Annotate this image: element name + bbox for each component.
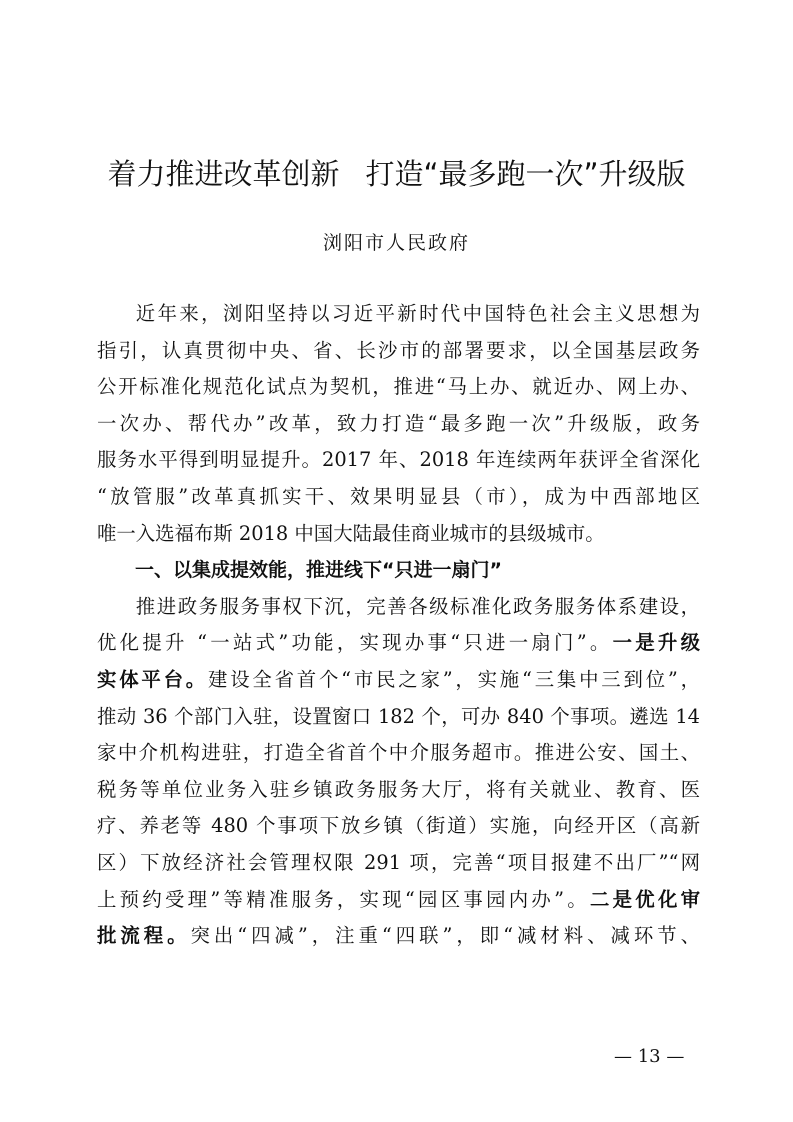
page-number: — 13 — — [614, 1046, 685, 1067]
text-run: 建设全省首个“市民之家”，实施“三集中三到位”， — [208, 667, 701, 691]
bold-text-run: 二是优化审 — [589, 887, 700, 911]
text-run: 突出“四减”，注重“四联”，即“减材料、减环节、 — [190, 924, 700, 948]
title-part-2: 打造“最多跑一次”升级版 — [365, 157, 686, 191]
page-title — [40, 152, 753, 193]
author-line: 浏阳市人民政府 — [322, 232, 470, 254]
text-line: 服务水平得到明显提升。2017 年、2018 年连续两年获评全省深化 — [97, 448, 700, 472]
text-line — [97, 918, 700, 955]
bold-text-run: 实体平台。 — [97, 667, 208, 691]
text-line: 唯一入选福布斯 2018 中国大陆最佳商业城市的县级城市。 — [97, 521, 605, 545]
section-heading: 一、以集成提效能，推进线下“只进一扇门” — [135, 559, 502, 582]
text-run: 优化提升 “一站式”功能，实现办事“只进一扇门”。 — [97, 631, 613, 655]
text-line: 疗、养老等 480 个事项下放乡镇（街道）实施，向经开区（高新 — [97, 814, 700, 838]
text-line — [97, 882, 700, 919]
text-line — [97, 662, 700, 699]
text-line: 税务等单位业务入驻乡镇政务服务大厅，将有关就业、教育、医 — [97, 777, 700, 801]
text-line: 推动 36 个部门入驻，设置窗口 182 个，可办 840 个事项。遴选 14 — [97, 704, 700, 728]
section-paragraph — [97, 589, 700, 955]
bold-text-run: 一是升级 — [612, 631, 700, 655]
bold-text-run: 批流程。 — [97, 924, 191, 948]
text-line: 家中介机构进驻，打造全省首个中介服务超市。推进公安、国土、 — [97, 741, 700, 765]
text-line: 推进政务服务事权下沉，完善各级标准化政务服务体系建设， — [135, 594, 700, 618]
title-part-1: 着力推进改革创新 — [107, 157, 340, 191]
text-line: 公开标准化规范化试点为契机，推进“马上办、就近办、网上办、 — [97, 375, 700, 399]
text-line: 指引，认真贯彻中央、省、长沙市的部署要求，以全国基层政务 — [97, 338, 700, 362]
text-line: 区）下放经济社会管理权限 291 项，完善“项目报建不出厂”“网 — [97, 850, 700, 874]
document-body — [97, 296, 700, 955]
text-line — [97, 625, 700, 662]
text-run: 上预约受理”等精准服务，实现“园区事园内办”。 — [97, 887, 590, 911]
intro-paragraph — [97, 296, 700, 552]
text-line: 一次办、帮代办”改革，致力打造“最多跑一次”升级版，政务 — [97, 411, 700, 435]
text-line: 近年来，浏阳坚持以习近平新时代中国特色社会主义思想为 — [135, 302, 700, 325]
text-line: “放管服”改革真抓实干、效果明显县（市），成为中西部地区 — [97, 484, 700, 508]
